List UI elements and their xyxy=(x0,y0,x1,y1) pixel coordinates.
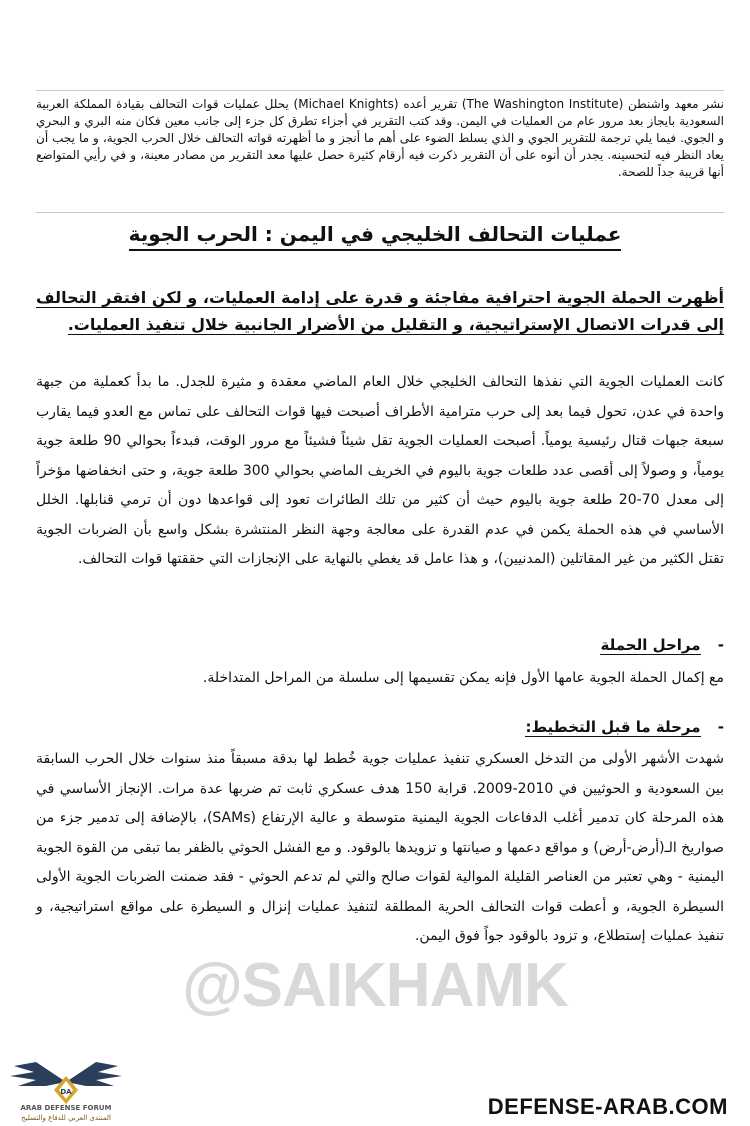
bullet-dash: - xyxy=(717,718,724,736)
section-heading-campaign-phases xyxy=(36,636,724,654)
lead-paragraph xyxy=(36,284,724,338)
section-heading-text: مرحلة ما قبل التخطيط: xyxy=(525,718,701,736)
section-1-paragraph: مع إكمال الحملة الجوية عامها الأول فإنه يمكن تقسيمها إلى سلسلة من المراحل المتداخلة. xyxy=(202,670,724,686)
intro-paragraph: نشر معهد واشنطن (The Washington Institute) تقرير أعده (Michael Knights) يحلل عمليات قوات التحالف بقيادة المملكة العربية السعودية بايجاز بعد مرور عام من العمليات في اليمن. وقد كتب التقرير في أجزاء تطرق كل جزء إلى جانب معين فكان منه البري و البحري و الجوي. فيما يلي ترجمة للتقرير الجوي و الذي يسلط الضوء على أهم ما أنجز و ما أظهرته قواته التحالف خلال الحرب الجوية، و ما يجب أن يعاد النظر فيه لتحسينه. يجدر أن أنوه على أن التقرير ذكرت فيه أرقام كثيرة حصل عليها معد التقرير من مصادر معينة، و في رأيي المتواضع أنها قريبة جداً للصحة. xyxy=(36,97,724,179)
site-url-text: DEFENSE-ARAB.COM xyxy=(487,1094,728,1119)
article-title-text: عمليات التحالف الخليجي في اليمن : الحرب الجوية xyxy=(129,222,622,251)
bullet-dash: - xyxy=(717,636,724,654)
lead-text: أظهرت الحملة الجوية احترافية مفاجئة و قدرة على إدامة العمليات، و لكن افتقر التحالف إلى قدرات الاتصال الإستراتيجية، و التقليل من الأضرار الجانبية خلال تنفيذ العمليات. xyxy=(36,288,724,334)
section-heading-pre-planning xyxy=(36,718,724,736)
section-2-paragraph: شهدت الأشهر الأولى من التدخل العسكري تنفيذ عمليات جوية خُطط لها بدقة مسبقاً منذ سنوات خلال الحرب السابقة بين السعودية و الحوثيين في 2010-2009. قرابة 150 هدف عسكري ثابت تم ضربها عدة مرات. الإنجاز الأساسي في هذه المرحلة كان تدمير أغلب الدفاعات الجوية اليمنية متوسطة و عالية الإرتفاع (SAMs)، بالإضافة إلى تدمير جزء من صواريخ الـ(أرض-أرض) و مواقع دعمها و صيانتها و تزويدها بالوقود. و مع الفشل الحوثي بالظفر بما تبقى من القوة الجوية اليمنية - وهي تعتبر من العناصر القليلة الموالية لقوات صالح والتي لم تدعم الحوثي - فقد ضمنت الضربات الجوية الأولى السيطرة الجوية، و أعطت قوات التحالف الحرية المطلقة لتنفيذ عمليات إنزال و السيطرة على مواقع استراتيجية، و تنفيذ عمليات إستطلاع، و تزود بالوقود جواً فوق اليمن. xyxy=(36,751,724,944)
logo-initials: DA xyxy=(60,1088,72,1096)
watermark-text: @SAIKHAMK xyxy=(182,951,568,1020)
middle-divider xyxy=(36,212,724,213)
article-title xyxy=(0,222,750,246)
body-paragraph-1: كانت العمليات الجوية التي نفذها التحالف الخليجي خلال العام الماضي معقدة و مثيرة للجدل. ما بدأ كعملية من جبهة واحدة في عدن، تحول فيما بعد إلى حرب مترامية الأطراف أصبحت فيها قوات التحالف على تماس مع العدو فيما يقارب سبعة جبهات قتال رئيسية يومياً. أصبحت العمليات الجوية تقل شيئاً فشيئاً مع مرور الوقت، فبدءاً بحوالي 90 طلعة جوية يومياً، و وصولاً إلى أقصى عدد طلعات جوية باليوم في الخريف الماضي بحوالي 300 طلعة جوية، و حتى انخفاضها مؤخراً إلى معدل 70-20 طلعة جوية باليوم حيث أن كثير من تلك الطائرات تعود إلى قواعدها دون أن ترمي قنابلها. الخلل الأساسي في هذه الحملة يكمن في عدم القدرة على معالجة وجهة النظر المنتشرة بشكل واسع بأن الضربات الجوية تقتل الكثير من غير المقاتلين (المدنيين)، و هذا عامل قد يغطي بالنهاية على الإنجازات التي حققتها قوات التحالف. xyxy=(36,374,725,567)
section-heading-text: مراحل الحملة xyxy=(600,636,701,654)
logo-name-text: ARAB DEFENSE FORUM xyxy=(20,1104,112,1112)
logo-arabic-text: المنتدى العربي للدفاع والتسليح xyxy=(21,1114,111,1122)
top-divider xyxy=(36,90,724,91)
